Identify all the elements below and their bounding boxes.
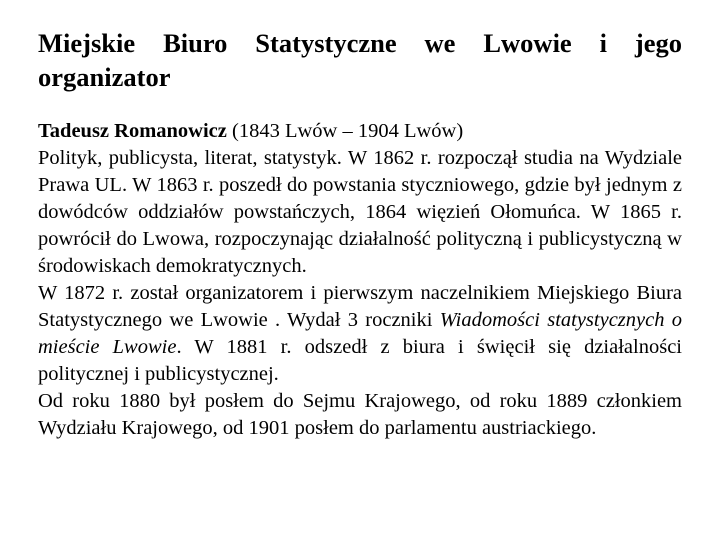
slide-title: Miejskie Biuro Statystyczne we Lwowie i jego organizator bbox=[38, 28, 682, 92]
person-name: Tadeusz Romanowicz bbox=[38, 120, 227, 142]
paragraph-2-text-start: W 1872 r. został organizatorem i pierwszym naczelnikiem Miejskiego Biura Statystycznego we Lwowie . Wydał 3 roczniki bbox=[38, 282, 682, 331]
person-lifespan: (1843 Lwów – 1904 Lwów) bbox=[226, 120, 464, 142]
paragraph-2-text-end: . W 1881 r. odszedł z biura i święcił się działalności politycznej i publicystycznej. bbox=[38, 336, 682, 385]
paragraph-political-career: Od roku 1880 był posłem do Sejmu Krajowego, od roku 1889 członkiem Wydziału Krajowego, od 1901 posłem do parlamentu austriackiego. bbox=[38, 390, 682, 439]
person-heading bbox=[38, 118, 682, 145]
paragraph-biography: Polityk, publicysta, literat, statystyk. W 1862 r. rozpoczął studia na Wydziale Prawa UL. W 1863 r. poszedł do powstania styczniowego, gdzie był jednym z dowódców oddziałów powstańczych, 1864 więzień Ołomuńca. W 1865 r. powrócił do Lwowa, rozpoczynając działalność polityczną i publicystyczną w środowiskach demokratycznych. bbox=[38, 147, 682, 277]
slide-body bbox=[38, 118, 682, 442]
publication-title: Wiadomości statystycznych o mieście Lwowie bbox=[38, 309, 683, 358]
paragraph-statistics-office bbox=[38, 280, 682, 388]
